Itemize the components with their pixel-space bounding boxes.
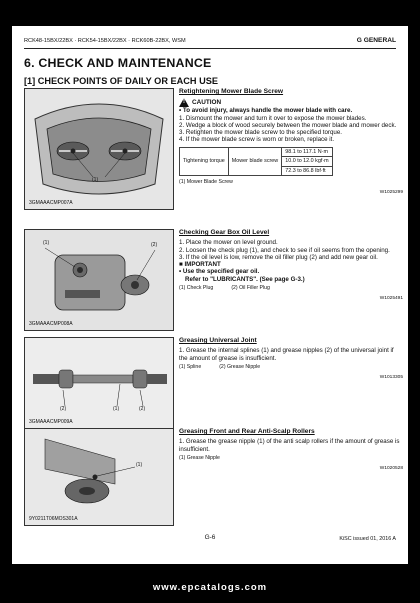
blade-step: 2. Wedge a block of wood securely between the mower blade and mower deck. (179, 121, 397, 129)
fig2-callout-1: (1) (43, 240, 50, 246)
torque-value: 10.0 to 12.0 kgf·m (282, 157, 332, 166)
important-ref: Refer to "LUBRICANTS". (See page G-3.) (185, 275, 305, 283)
mower-deck-illustration (25, 89, 173, 209)
gearbox-legend-1: (1) Check Plug (179, 285, 214, 292)
antiscalp-section (179, 428, 403, 472)
gearbox-heading: Checking Gear Box Oil Level (179, 229, 270, 236)
header-section: G GENERAL (356, 37, 396, 44)
important-label: ■ IMPORTANT (179, 261, 221, 269)
gearbox-step: 3. If the oil level is low, remove the oil filler plug (2) and add new gear oil. (179, 253, 378, 261)
gearbox-step: 2. Loosen the check plug (1), and check to see if oil seems from the opening. (179, 246, 390, 254)
universal-joint-figure (24, 337, 174, 429)
gearbox-ref: W1025491 (379, 296, 403, 302)
page-header (24, 38, 396, 49)
header-models: RCK48-15BX/22BX · RCK54-15BX/22BX · RCK60B-22BX, WSM (24, 38, 186, 44)
important-text: • Use the specified gear oil. (179, 268, 260, 276)
blade-section (179, 88, 403, 197)
torque-label: Tightening torque (180, 147, 229, 175)
fig3-callout-b: (1) (113, 406, 120, 412)
universal-ref: W1013305 (379, 375, 403, 381)
blade-step: 3. Retighten the mower blade screw to the specified torque. (179, 129, 343, 137)
torque-table (179, 147, 333, 176)
gearbox-step: 1. Place the mower on level ground. (179, 239, 278, 247)
antiscalp-heading: Greasing Front and Rear Anti-Scalp Rollers (179, 428, 315, 435)
warning-triangle-icon: ! (179, 98, 189, 107)
torque-value: 72.3 to 86.8 lbf·ft (282, 166, 332, 175)
gearbox-legend (179, 285, 403, 292)
fig1-callout: (1) (92, 177, 99, 183)
gearbox-legend-2: (2) Oil Filler Plug (231, 285, 270, 292)
fig3-callout-a: (2) (60, 406, 67, 412)
universal-step: 1. Grease the internal splines (1) and grease nipples (2) of the universal joint if the amount of grease is insufficient. (179, 347, 394, 362)
fig4-code: 9Y0211T06MOS301A (29, 516, 78, 522)
blade-legend: (1) Mower Blade Screw (179, 179, 233, 185)
gearbox-section (179, 229, 403, 303)
caution-label: CAUTION (192, 99, 222, 107)
blade-ref: W1025299 (379, 190, 403, 196)
fig4-callout: (1) (136, 462, 143, 468)
universal-heading: Greasing Universal Joint (179, 337, 257, 344)
fig3-code: 3GMAAACMP009A (29, 419, 73, 425)
manual-page (12, 26, 408, 564)
antiscalp-legend: (1) Grease Nipple (179, 454, 220, 461)
blade-step: 4. If the mower blade screw is worn or broken, replace it. (179, 136, 335, 144)
antiscalp-step: 1. Grease the grease nipple (1) of the anti scalp rollers if the amount of grease is insufficient. (179, 438, 400, 453)
fig2-callout-2: (2) (151, 242, 158, 248)
fig1-code: 3GMAAACMP007A (29, 200, 73, 206)
caution-text: • To avoid injury, always handle the mower blade with care. (179, 107, 353, 115)
fig2-code: 3GMAAACMP008A (29, 321, 73, 327)
subsection-title: [1] CHECK POINTS OF DAILY OR EACH USE (24, 76, 218, 86)
antiscalp-ref: W1020528 (379, 466, 403, 472)
page-title: 6. CHECK AND MAINTENANCE (24, 56, 212, 70)
blade-heading: Retightening Mower Blade Screw (179, 88, 284, 95)
gearbox-figure (24, 229, 174, 331)
torque-value: 98.1 to 117.1 N·m (282, 147, 332, 156)
universal-legend (179, 364, 403, 371)
mower-deck-figure (24, 88, 174, 210)
blade-step: 1. Dismount the mower and turn it over to expose the mower blades. (179, 114, 367, 122)
anti-scalp-illustration (25, 429, 173, 525)
page-number: G-6 (204, 534, 216, 541)
caution-heading (179, 98, 403, 107)
issue-note: KiSC issued 01, 2016 A (339, 536, 396, 542)
universal-joint-illustration (25, 338, 173, 428)
torque-item: Mower blade screw (228, 147, 281, 175)
universal-legend-2: (2) Grease Nipple (219, 363, 261, 370)
fig3-callout-c: (2) (139, 406, 146, 412)
anti-scalp-figure (24, 428, 174, 526)
watermark: www.epcatalogs.com (152, 582, 268, 593)
universal-section (179, 337, 403, 381)
universal-legend-1: (1) Spline (179, 363, 202, 370)
